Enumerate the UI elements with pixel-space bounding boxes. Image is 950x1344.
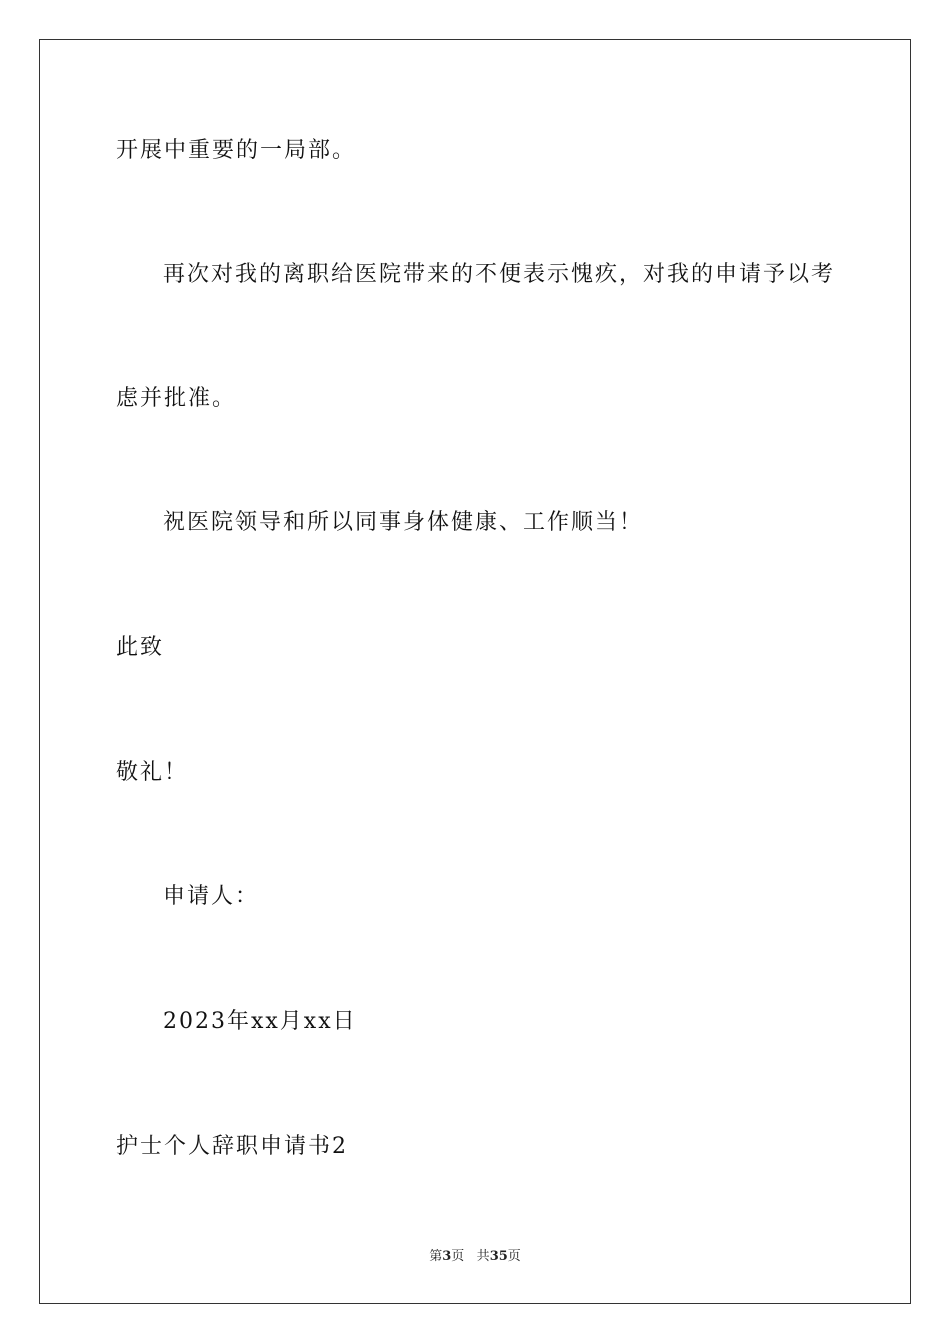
paragraph-4: 祝医院领导和所以同事身体健康、工作顺当！ xyxy=(163,510,644,535)
applicant-label: 申请人： xyxy=(163,884,260,909)
paragraph-2: 再次对我的离职给医院带来的不便表示愧疚，对我的申请予以考 xyxy=(163,262,836,287)
section-heading: 护士个人辞职申请书2 xyxy=(116,1134,348,1159)
closing-salutation: 此致 xyxy=(116,635,165,660)
page-suffix: 页 xyxy=(451,1249,465,1264)
total-suffix: 页 xyxy=(507,1249,521,1264)
total-prefix: 共 xyxy=(476,1249,490,1264)
closing-regards: 敬礼！ xyxy=(116,760,189,785)
page-prefix: 第 xyxy=(429,1249,443,1264)
paragraph-3: 虑并批准。 xyxy=(116,386,237,411)
date-line: 2023年xx月xx日 xyxy=(163,1009,357,1034)
total-pages: 35 xyxy=(489,1249,508,1264)
page-footer xyxy=(0,1248,950,1266)
paragraph-1: 开展中重要的一局部。 xyxy=(116,138,357,163)
page-number: 3 xyxy=(442,1249,452,1264)
page-border xyxy=(39,39,911,1304)
